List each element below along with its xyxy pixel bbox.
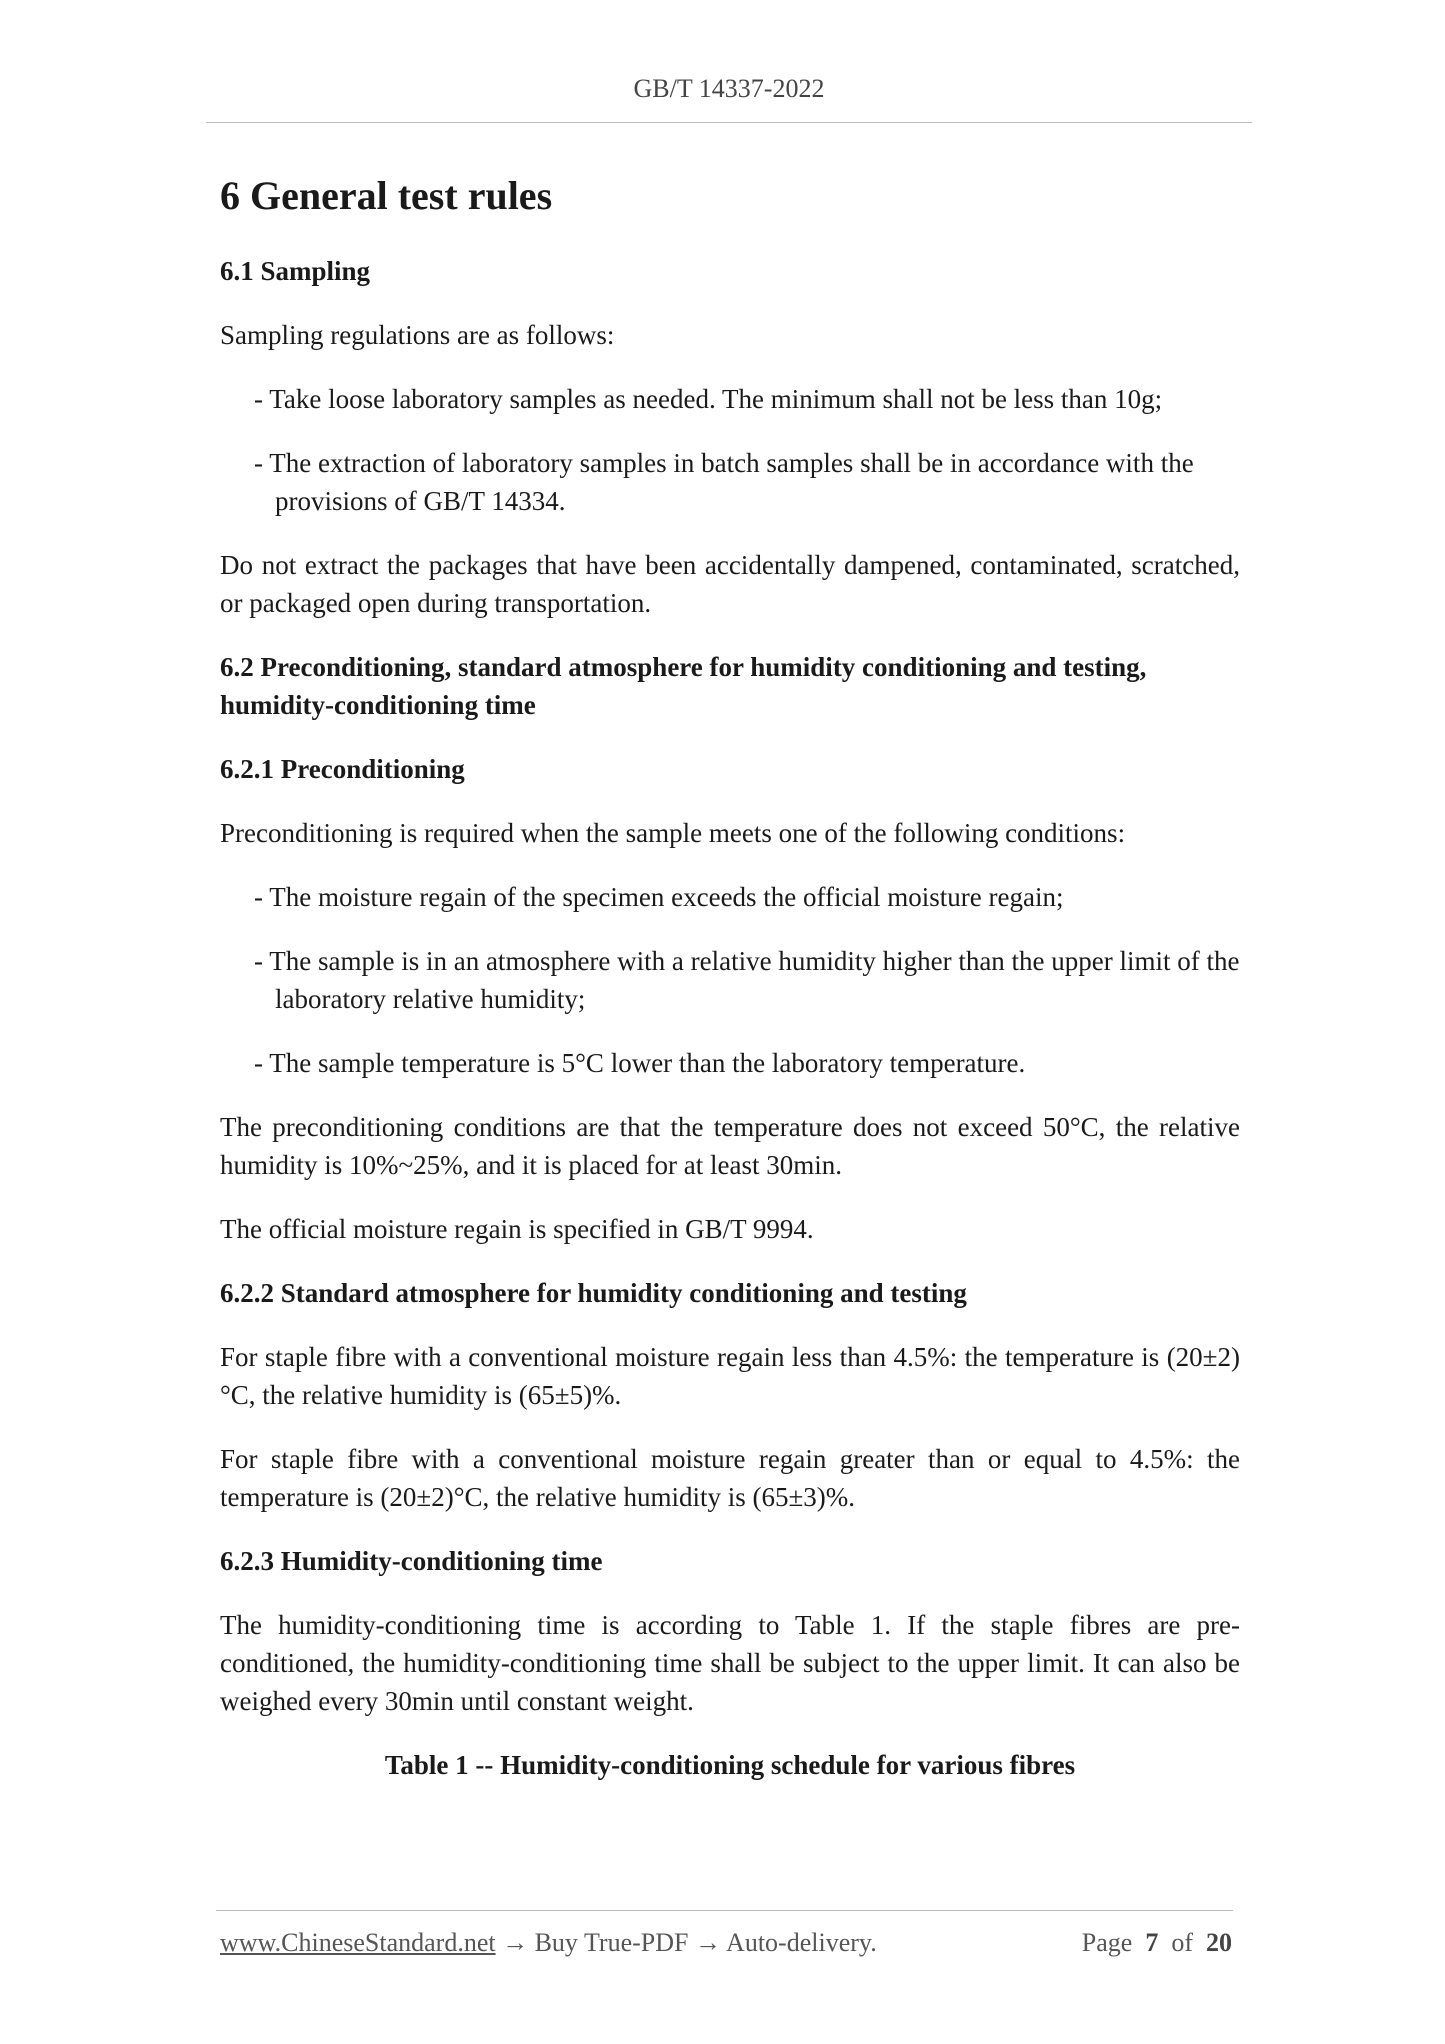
preconditioning-bullet-1: - The moisture regain of the specimen exceeds the official moisture regain; — [254, 882, 1064, 912]
atmosphere-para-2: For staple fibre with a conventional moisture regain greater than or equal to 4.5%: the temperature is (20±2)°C, the relative humidity is (65±3)%. — [220, 1444, 1240, 1512]
sampling-intro: Sampling regulations are as follows: — [220, 320, 615, 350]
preconditioning-conditions: The preconditioning conditions are that the temperature does not exceed 50°C, the relative humidity is 10%~25%, and it is placed for at least 30min. — [220, 1112, 1240, 1180]
conditioning-time-para: The humidity-conditioning time is according to Table 1. If the staple fibres are pre-conditioned, the humidity-conditioning time shall be subject to the upper limit. It can also be weighed every 30min until constant weight. — [220, 1610, 1240, 1716]
page-of: of — [1171, 1928, 1193, 1957]
preconditioning-reference: The official moisture regain is specified in GB/T 9994. — [220, 1214, 814, 1244]
preconditioning-intro: Preconditioning is required when the sample meets one of the following conditions: — [220, 818, 1126, 848]
page-footer — [220, 1928, 1232, 1958]
page-number — [1082, 1928, 1232, 1958]
footer-divider — [216, 1910, 1233, 1911]
table-1-caption: Table 1 -- Humidity-conditioning schedule for various fibres — [384, 1750, 1076, 1780]
heading-6-2-3: 6.2.3 Humidity-conditioning time — [220, 1546, 603, 1576]
section-title: 6 General test rules — [220, 173, 553, 218]
heading-6-1: 6.1 Sampling — [220, 256, 371, 286]
atmosphere-para-1: For staple fibre with a conventional moisture regain less than 4.5%: the temperature is (20±2)°C, the relative humidity is (65±5)%. — [220, 1342, 1240, 1410]
footer-promo-line — [220, 1928, 877, 1958]
sampling-bullet-1: - Take loose laboratory samples as needed. The minimum shall not be less than 10g; — [254, 384, 1163, 414]
page-label: Page — [1081, 1928, 1133, 1957]
sampling-note: Do not extract the packages that have been accidentally dampened, contaminated, scratched, or packaged open during transportation. — [220, 550, 1240, 618]
document-body — [220, 166, 1240, 1784]
footer-promo-text: → Buy True-PDF → Auto-delivery. — [495, 1928, 877, 1957]
page-total: 20 — [1206, 1928, 1232, 1957]
heading-6-2-1: 6.2.1 Preconditioning — [220, 754, 465, 784]
header-divider — [206, 122, 1252, 123]
heading-6-2: 6.2 Preconditioning, standard atmosphere for humidity conditioning and testing, humidity-conditioning time — [220, 652, 1147, 720]
preconditioning-bullet-3: - The sample temperature is 5°C lower than the laboratory temperature. — [254, 1048, 1026, 1078]
chinese-standard-link[interactable]: www.ChineseStandard.net — [220, 1928, 496, 1957]
sampling-bullet-2: - The extraction of laboratory samples in batch samples shall be in accordance with the provisions of GB/T 14334. — [254, 448, 1194, 516]
preconditioning-bullet-2: - The sample is in an atmosphere with a relative humidity higher than the upper limit of the laboratory relative humidity; — [254, 946, 1240, 1014]
document-header-id: GB/T 14337-2022 — [633, 74, 825, 103]
page-current: 7 — [1145, 1928, 1159, 1957]
heading-6-2-2: 6.2.2 Standard atmosphere for humidity conditioning and testing — [220, 1278, 967, 1308]
